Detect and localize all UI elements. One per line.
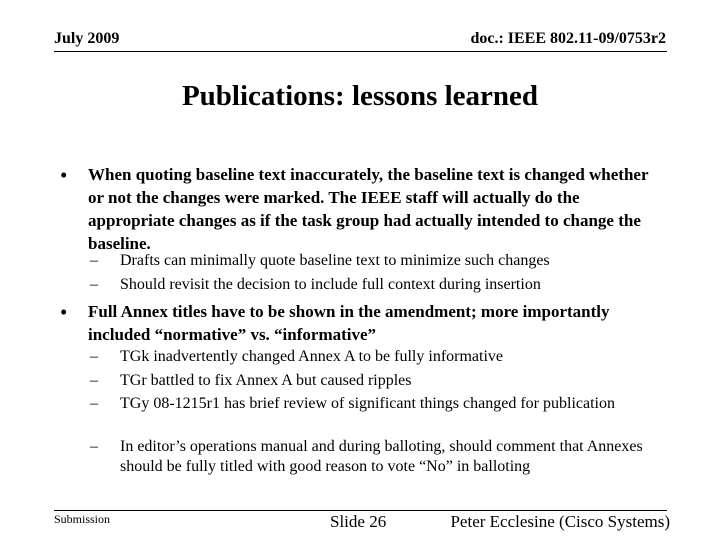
- bullet-marker: •: [60, 300, 68, 324]
- dash-marker: –: [90, 348, 98, 365]
- sub-bullet-text: TGr battled to fix Annex A but caused ripples: [120, 372, 412, 389]
- bullet-1-text: When quoting baseline text inaccurately, the baseline text is changed whether or not the changes were marked. The IEEE staff will actually do the appropriate changes as if the task group had actually intended to change the baseline.: [88, 165, 649, 253]
- bullet-2-text: Full Annex titles have to be shown in the amendment; more importantly included “normative” vs. “informative”: [88, 302, 610, 344]
- sub-bullet-text: TGk inadvertently changed Annex A to be fully informative: [120, 348, 504, 365]
- sub-bullet-text: TGy 08-1215r1 has brief review of significant things changed for publication: [120, 395, 615, 412]
- footer-rule: [54, 510, 667, 511]
- dash-marker: –: [90, 252, 98, 269]
- header-date: July 2009: [54, 30, 120, 47]
- header-rule: [54, 51, 667, 52]
- sub-bullet-text: Drafts can minimally quote baseline text to minimize such changes: [120, 252, 550, 269]
- slide-title: Publications: lessons learned: [181, 80, 539, 112]
- dash-marker: –: [90, 395, 98, 412]
- dash-marker: –: [90, 438, 98, 455]
- bullet-marker: •: [60, 163, 68, 187]
- footer-submission: Submission: [54, 512, 111, 526]
- header-doc-number: doc.: IEEE 802.11-09/0753r2: [470, 30, 666, 47]
- sub-bullet-text: Should revisit the decision to include full context during insertion: [120, 276, 541, 293]
- footer-slide-number: Slide 26: [330, 512, 387, 531]
- dash-marker: –: [90, 276, 98, 293]
- footer-author: Peter Ecclesine (Cisco Systems): [450, 512, 670, 531]
- dash-marker: –: [90, 372, 98, 389]
- sub-bullet-text: In editor’s operations manual and during balloting, should comment that Annexes should be fully titled with good reason to vote “No” in balloting: [120, 438, 643, 475]
